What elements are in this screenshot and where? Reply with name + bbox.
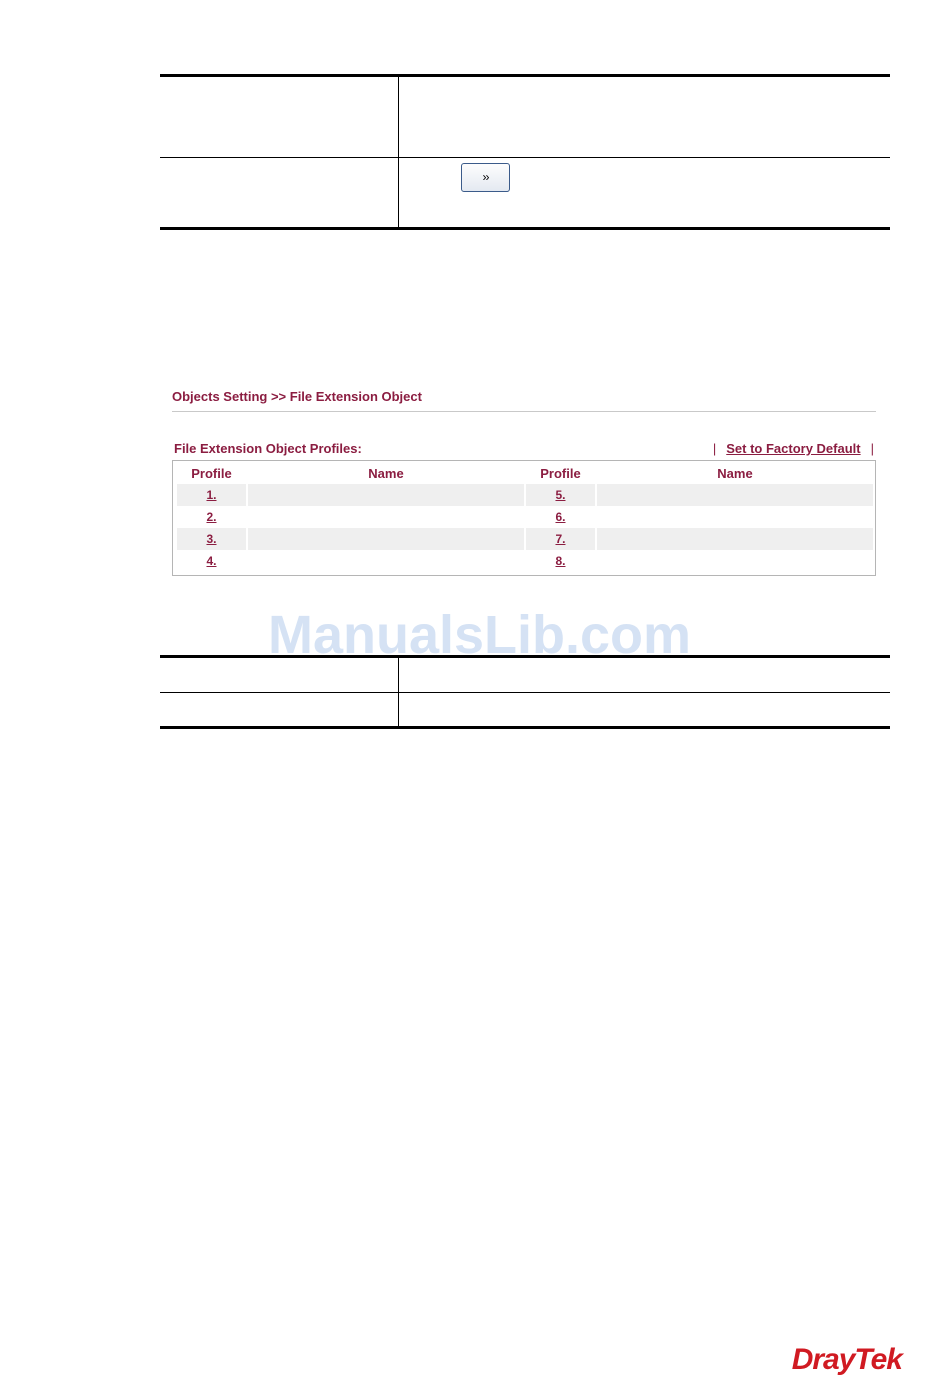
doc-table-cell [399,693,891,728]
doc-table-row [160,693,890,728]
column-header-profile: Profile [191,466,232,481]
name-cell [248,550,524,572]
profile-link[interactable]: 6. [555,510,566,524]
profile-cell [526,506,595,528]
doc-table-cell [399,657,891,693]
breadcrumb-divider [172,411,876,412]
table-row [177,506,873,528]
doc-table-top [160,74,890,230]
doc-table-row [160,76,890,158]
doc-table-row [160,158,890,229]
name-cell [597,550,873,572]
doc-table-cell [160,657,399,693]
breadcrumb: Objects Setting >> File Extension Object [172,389,422,404]
draytek-logo: DrayTek [791,1343,902,1376]
more-button[interactable]: ›› [461,163,510,192]
profile-cell [177,484,246,506]
name-cell [597,506,873,528]
set-factory-default-link[interactable]: Set to Factory Default [726,441,861,456]
separator: | [870,441,874,456]
doc-table-cell [399,76,891,158]
profile-cell [526,528,595,550]
name-cell [597,484,873,506]
profile-cell [526,550,595,572]
factory-default-bar [703,441,874,456]
profile-link[interactable]: 5. [555,488,566,502]
doc-table-row [160,657,890,693]
profile-cell [177,506,246,528]
table-row [177,550,873,572]
profile-link[interactable]: 7. [555,532,566,546]
profile-cell [177,528,246,550]
section-title: File Extension Object Profiles: [174,441,362,456]
separator: | [712,441,717,456]
table-row [177,484,873,506]
name-cell [597,528,873,550]
profile-link[interactable]: 2. [206,510,217,524]
doc-table-cell [160,693,399,728]
profile-link[interactable]: 3. [206,532,217,546]
doc-table-cell [160,158,399,229]
table-row [177,528,873,550]
profiles-panel [172,460,876,576]
column-header-profile: Profile [540,466,581,481]
profile-link[interactable]: 4. [206,554,217,568]
profiles-table [175,463,875,572]
profile-link[interactable]: 8. [555,554,566,568]
table-header-row [177,463,873,484]
profile-link[interactable]: 1. [206,488,217,502]
doc-table-cell [160,76,399,158]
profile-cell [177,550,246,572]
profile-cell [526,484,595,506]
name-cell [248,506,524,528]
doc-table-bottom [160,655,890,729]
column-header-name: Name [368,466,404,481]
watermark: ManualsLib.com [268,605,692,665]
name-cell [248,484,524,506]
column-header-name: Name [717,466,753,481]
name-cell [248,528,524,550]
